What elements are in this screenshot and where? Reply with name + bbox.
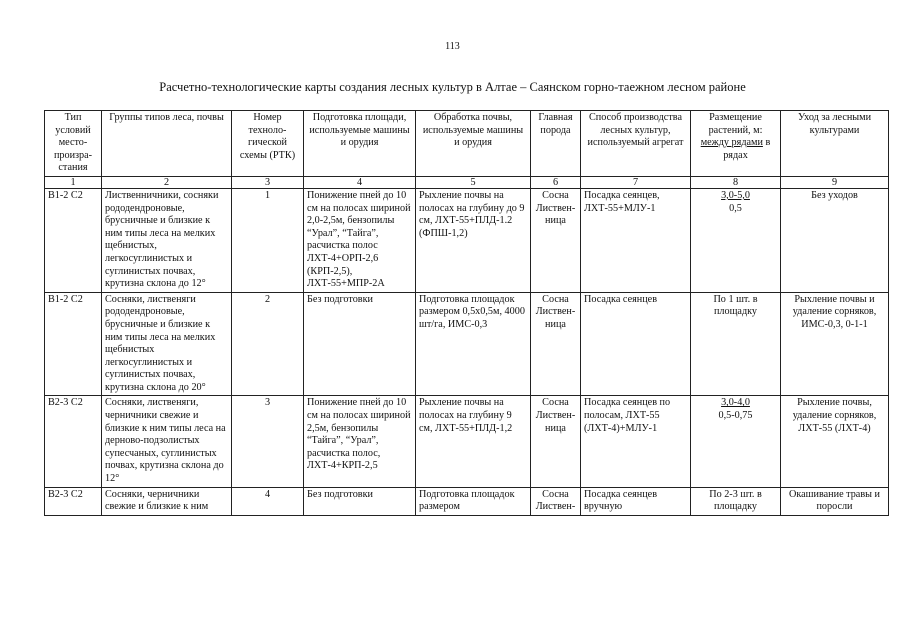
cell-text: Посадка сеянцев по полосам, ЛХТ-55 (ЛХТ-4)+МЛУ-1 [584, 397, 671, 434]
technology-table [44, 110, 889, 516]
cell-text: Рыхление почвы и удаление сорняков, ИМС-0,3, 0-1-1 [792, 293, 877, 330]
table-row [45, 487, 889, 515]
cell-text: Рыхление почвы на полосах на глубину 9 см, ЛХТ-55+ПЛД-1,2 [419, 397, 513, 434]
header-cell: Размещение растений, м: между рядами в рядах [691, 111, 781, 177]
cell-type [45, 396, 102, 487]
table-row [45, 188, 889, 292]
header-cell: Способ производства лесных культур, используемый агрегат [581, 111, 691, 177]
spacing-between-rows: По 1 шт. в площадку [713, 293, 758, 318]
cell-spacing [691, 188, 781, 292]
cell-text: Без подготовки [307, 293, 374, 305]
cell-text: 3 [264, 397, 271, 409]
cell-text: В2-3 С2 [48, 488, 83, 500]
cell-text: В2-3 С2 [48, 397, 83, 409]
cell-text: Лиственничники, сосняки рододендроновые, брусничные и близкие к ним типы леса на мелких щебнистых, легкосуглинистых и суглинистых почвах, крутизна склона до 12° [105, 189, 219, 290]
cell-groups [102, 292, 232, 396]
header-cell: Главная порода [531, 111, 581, 177]
cell-text: Подготовка площадок размером 0,5х0,5м, 4000 шт/га, ИМС-0,3 [419, 293, 525, 330]
cell-text: В1-2 С2 [48, 293, 83, 305]
header-row [45, 111, 889, 177]
cell-care [781, 188, 889, 292]
column-number: 9 [781, 176, 889, 188]
spacing-in-rows: 0,5-0,75 [718, 410, 753, 422]
cell-text: Без уходов [811, 189, 858, 201]
column-number: 1 [45, 176, 102, 188]
cell-spacing [691, 396, 781, 487]
cell-text: Сосна Листвен- [535, 488, 576, 513]
table-row [45, 292, 889, 396]
cell-text: Сосна Листвен-ница [535, 189, 576, 227]
cell-text: 4 [264, 488, 271, 500]
cell-type [45, 292, 102, 396]
header-underlined-text: между рядами [700, 137, 763, 149]
cell-care [781, 396, 889, 487]
cell-text: Окашивание травы и поросли [789, 488, 880, 513]
cell-prep [304, 292, 416, 396]
cell-text: Сосняки, лиственяги рододендроновые, брусничные и близкие к ним типы леса на мелких щебнистых легкосуглинистых и суглинистых почвах, крутизна склона до 20° [105, 293, 216, 393]
cell-soil [416, 292, 531, 396]
cell-species [531, 487, 581, 515]
header-cell: Подготовка площади, используемые машины и орудия [304, 111, 416, 177]
cell-text: Понижение пней до 10 см на полосах шириной 2,5м, бензопилы “Тайга”, “Урал”, расчистка полос, ЛХТ-4+КРП-2,5 [307, 397, 411, 472]
column-number: 5 [416, 176, 531, 188]
cell-text: 2 [264, 293, 271, 305]
cell-text: Посадка сеянцев, ЛХТ-55+МЛУ-1 [584, 189, 660, 214]
cell-rtk [232, 188, 304, 292]
cell-species [531, 292, 581, 396]
cell-text: Сосна Листвен-ница [535, 293, 576, 330]
cell-prep [304, 396, 416, 487]
cell-text: Без подготовки [307, 488, 374, 500]
cell-groups [102, 396, 232, 487]
cell-type [45, 487, 102, 515]
page-number: 113 [445, 41, 460, 52]
cell-rtk [232, 396, 304, 487]
cell-text: Подготовка площадок размером [419, 488, 515, 513]
cell-groups [102, 487, 232, 515]
column-number: 4 [304, 176, 416, 188]
cell-rtk [232, 487, 304, 515]
cell-method [581, 396, 691, 487]
cell-spacing [691, 292, 781, 396]
spacing-in-rows: 0,5 [729, 202, 742, 214]
cell-method [581, 188, 691, 292]
header-cell: Тип условий место-произра-стания [45, 111, 102, 177]
column-number-row [45, 176, 889, 188]
cell-soil [416, 188, 531, 292]
cell-species [531, 188, 581, 292]
cell-groups [102, 188, 232, 292]
cell-text: 1 [264, 189, 271, 201]
column-number: 3 [232, 176, 304, 188]
cell-soil [416, 396, 531, 487]
cell-rtk [232, 292, 304, 396]
header-cell: Уход за лесными культурами [781, 111, 889, 177]
cell-care [781, 292, 889, 396]
header-cell: Номер техноло-гической схемы (РТК) [232, 111, 304, 177]
page-title: Расчетно-технологические карты создания лесных культур в Алтае – Саянском горно-таежном лесном районе [159, 80, 746, 94]
cell-text: В1-2 С2 [48, 189, 83, 201]
column-number: 2 [102, 176, 232, 188]
column-number: 6 [531, 176, 581, 188]
cell-soil [416, 487, 531, 515]
cell-type [45, 188, 102, 292]
cell-prep [304, 188, 416, 292]
cell-method [581, 292, 691, 396]
cell-text: Посадка сеянцев [584, 293, 658, 305]
table-row [45, 396, 889, 487]
cell-text: Рыхление почвы, удаление сорняков, ЛХТ-55 (ЛХТ-4) [792, 397, 877, 434]
cell-species [531, 396, 581, 487]
cell-method [581, 487, 691, 515]
cell-text: Сосняки, черничники свежие и близкие к ним [105, 488, 209, 513]
column-number: 8 [691, 176, 781, 188]
cell-text: Сосна Листвен-ница [535, 397, 576, 434]
cell-care [781, 487, 889, 515]
cell-text: Понижение пней до 10 см на полосах шириной 2,0-2,5м, бензопилы “Урал”, “Тайга”, расчистка полос ЛХТ-4+ОРП-2,6 (КРП-2,5), ЛХТ-55+МПР-2А [307, 189, 411, 290]
spacing-between-rows: По 2-3 шт. в площадку [709, 488, 762, 513]
column-number: 7 [581, 176, 691, 188]
cell-text: Посадка сеянцев вручную [584, 488, 658, 513]
cell-prep [304, 487, 416, 515]
cell-text: Рыхление почвы на полосах на глубину до 9 см, ЛХТ-55+ПЛД-1.2 (ФПШ-1,2) [419, 189, 525, 239]
header-cell: Обработка почвы, используемые машины и орудия [416, 111, 531, 177]
cell-spacing [691, 487, 781, 515]
header-cell: Группы типов леса, почвы [102, 111, 232, 177]
spacing-between-rows: 3,0-5,0 [721, 189, 750, 201]
cell-text: Сосняки, лиственяги, черничники свежие и близкие к ним типы леса на дерново-подзолистых супесчаных, суглинистых почвах, крутизна склона до 12° [105, 397, 226, 485]
spacing-between-rows: 3,0-4,0 [721, 397, 750, 409]
